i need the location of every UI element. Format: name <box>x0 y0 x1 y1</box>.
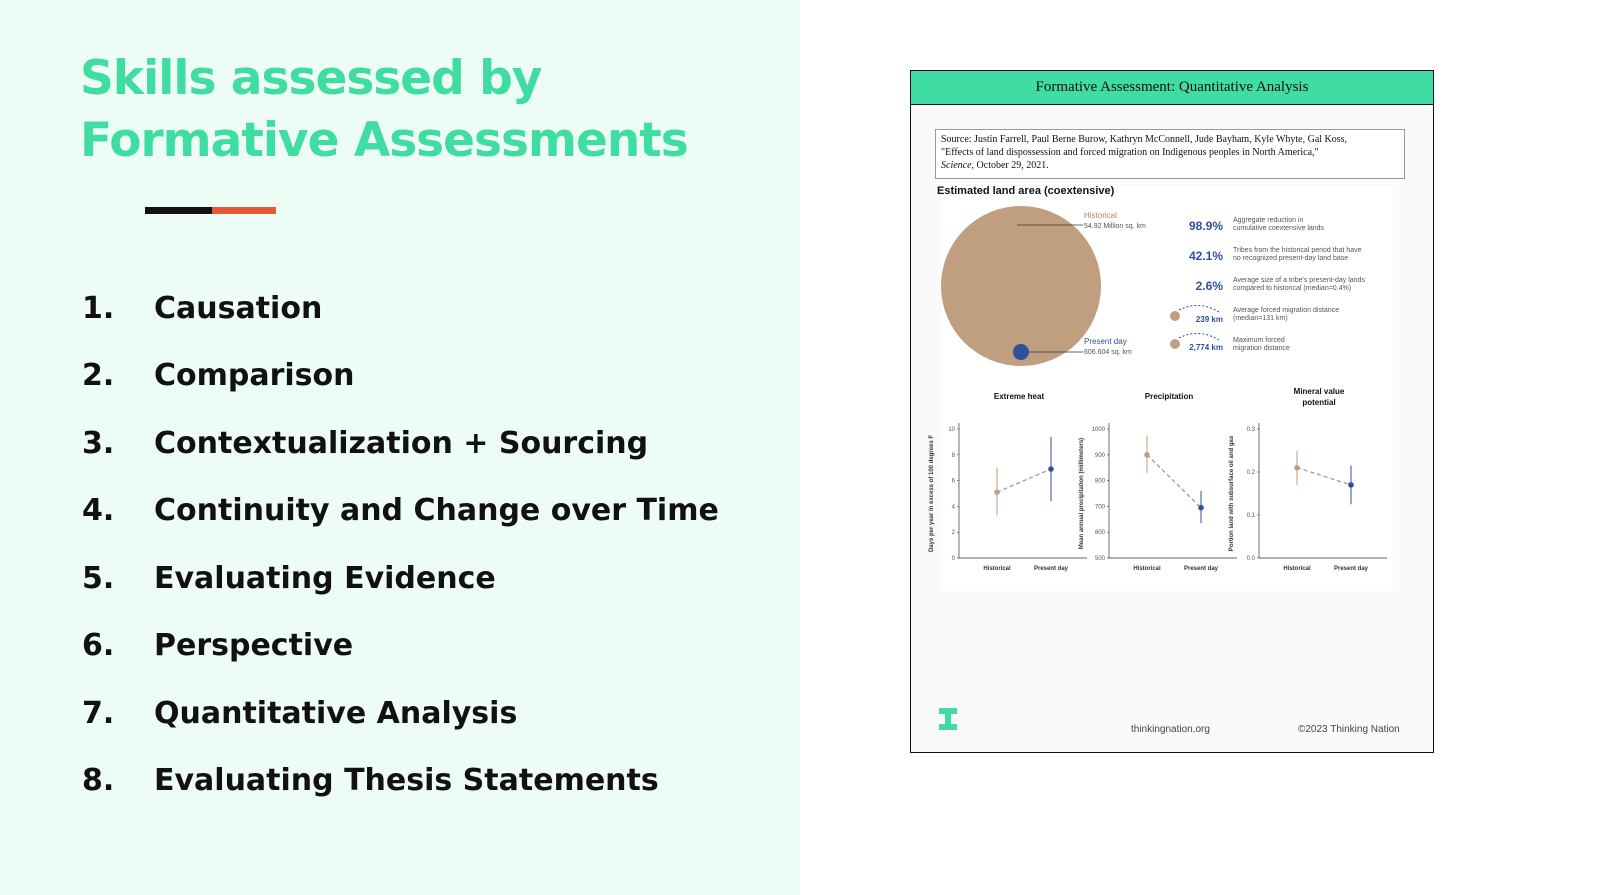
skill-label: Perspective <box>154 627 354 663</box>
stat-4 <box>1170 305 1339 324</box>
x-tick-label: Present day <box>1033 566 1069 572</box>
skill-number: 5. <box>82 560 115 596</box>
mini-chart-1 <box>929 392 1087 572</box>
migration-origin-dot <box>1170 339 1180 349</box>
skill-number: 8. <box>82 762 115 798</box>
present-day-circle <box>1013 344 1029 360</box>
stat-desc-line-2: (median=131 km) <box>1233 315 1288 322</box>
connector-line <box>997 469 1051 492</box>
source-line-2: "Effects of land dispossession and forced migration on Indigenous peoples in North America," <box>941 147 1319 158</box>
x-tick-label: Historical <box>1133 566 1161 572</box>
stat-5 <box>1170 333 1290 352</box>
skill-label: Contextualization + Sourcing <box>154 425 649 461</box>
stat-desc-line-1: Maximum forced <box>1233 337 1285 344</box>
skill-number: 2. <box>82 357 115 393</box>
x-tick-label: Historical <box>1283 566 1311 572</box>
stat-desc-line-2: compared to historical (median=0.4%) <box>1233 285 1352 292</box>
y-tick-label: 6 <box>951 478 955 485</box>
stat-desc-line-2: migration distance <box>1233 345 1290 352</box>
historical-circle <box>941 206 1101 366</box>
x-tick-label: Present day <box>1333 566 1369 572</box>
footer-website: thinkingnation.org <box>1131 724 1210 735</box>
footer-copyright: ©2023 Thinking Nation <box>1298 724 1400 735</box>
x-tick-label: Historical <box>983 566 1011 572</box>
stat-desc-line-1: Average size of a tribe's present-day lands <box>1233 277 1365 284</box>
slide-title-line-1: Skills assessed by <box>80 51 542 106</box>
skill-number: 1. <box>82 290 115 326</box>
source-citation <box>935 129 1405 179</box>
land-area-figure-svg <box>929 185 1393 591</box>
y-tick-label: 4 <box>951 504 955 511</box>
y-tick-label: 2 <box>951 530 955 537</box>
data-point <box>1294 465 1300 471</box>
mini-charts <box>929 387 1387 572</box>
source-date: , October 29, 2021. <box>971 160 1049 171</box>
migration-arc <box>1179 333 1219 340</box>
y-tick-label: 8 <box>951 452 955 459</box>
skill-number: 6. <box>82 627 115 663</box>
mini-chart-2 <box>1079 392 1237 572</box>
y-tick-label: 0.1 <box>1246 513 1255 519</box>
y-tick-label: 0.3 <box>1246 427 1255 433</box>
data-point <box>1198 505 1204 511</box>
skill-label: Continuity and Change over Time <box>154 492 719 528</box>
historical-value: 54.92 Million sq. km <box>1084 223 1146 230</box>
skill-number: 4. <box>82 492 115 528</box>
slide-title-line-2: Formative Assessments <box>80 113 688 168</box>
stat-3 <box>1196 277 1366 293</box>
y-tick-label: 0 <box>951 556 955 562</box>
skill-label: Quantitative Analysis <box>154 695 518 731</box>
y-tick-label: 1000 <box>1091 427 1105 433</box>
figure-title: Estimated land area (coextensive) <box>937 185 1115 197</box>
y-tick-label: 600 <box>1094 530 1105 537</box>
stat-value: 42.1% <box>1188 249 1223 263</box>
assessment-document-preview <box>910 70 1434 753</box>
chart-title: Extreme heat <box>993 392 1045 401</box>
present-day-value: 606.604 sq. km <box>1084 349 1132 356</box>
data-point <box>1348 482 1354 488</box>
y-axis-label: Portion land with subsurface oil and gas <box>1229 435 1235 552</box>
stat-value: 2,774 km <box>1189 343 1223 352</box>
stat-desc-line-2: cumulative coextensive lands <box>1233 225 1325 232</box>
y-tick-label: 0.2 <box>1246 470 1255 476</box>
stat-value: 98.9% <box>1188 219 1223 233</box>
land-area-figure <box>929 185 1393 591</box>
connector-line <box>1297 468 1351 485</box>
historical-label: Historical <box>1084 211 1117 220</box>
migration-arc <box>1179 305 1219 312</box>
divider-orange <box>212 207 276 214</box>
chart-title: potential <box>1302 398 1336 407</box>
chart-title: Mineral value <box>1293 387 1345 396</box>
y-tick-label: 500 <box>1094 556 1105 562</box>
connector-line <box>1147 455 1201 508</box>
y-tick-label: 700 <box>1094 504 1105 511</box>
data-point <box>1144 452 1150 458</box>
skill-label: Comparison <box>154 357 355 393</box>
thinking-nation-logo-icon <box>939 708 957 735</box>
stat-desc-line-1: Tribes from the historical period that have <box>1233 247 1362 254</box>
source-line-3 <box>941 159 1399 172</box>
x-tick-label: Present day <box>1183 566 1219 572</box>
stat-desc-line-1: Aggregate reduction in <box>1233 217 1304 224</box>
y-axis-label: Mean annual precipitation (millimeters) <box>1079 437 1085 550</box>
present-day-label: Present day <box>1084 337 1127 346</box>
source-journal: Science <box>941 160 972 171</box>
slide-title <box>80 48 688 172</box>
skill-label: Causation <box>154 290 323 326</box>
skill-number: 3. <box>82 425 115 461</box>
y-tick-label: 10 <box>948 427 955 433</box>
mini-chart-3 <box>1229 387 1387 572</box>
data-point <box>994 489 1000 495</box>
chart-title: Precipitation <box>1144 392 1194 401</box>
stat-desc-line-1: Average forced migration distance <box>1233 307 1340 314</box>
y-axis-label: Days per year in excess of 100 degrees F <box>929 434 935 553</box>
skill-number: 7. <box>82 695 115 731</box>
skill-label: Evaluating Thesis Statements <box>154 762 659 798</box>
stat-2 <box>1189 247 1362 263</box>
y-tick-label: 0.0 <box>1246 556 1255 562</box>
stat-desc-line-2: no recognized present-day land base <box>1233 255 1349 262</box>
document-header: Formative Assessment: Quantitative Analysis <box>911 71 1433 105</box>
y-tick-label: 900 <box>1094 452 1105 459</box>
divider-black <box>145 207 212 214</box>
y-tick-label: 800 <box>1094 478 1105 485</box>
data-point <box>1048 466 1054 472</box>
stat-1 <box>1189 217 1325 233</box>
stat-value: 2.6% <box>1195 279 1223 293</box>
skill-label: Evaluating Evidence <box>154 560 496 596</box>
source-line-1: Source: Justin Farrell, Paul Berne Burow, Kathryn McConnell, Jude Bayham, Kyle Whyte, Gal Koss, <box>941 134 1348 145</box>
stat-value: 239 km <box>1195 315 1223 324</box>
migration-origin-dot <box>1170 311 1180 321</box>
